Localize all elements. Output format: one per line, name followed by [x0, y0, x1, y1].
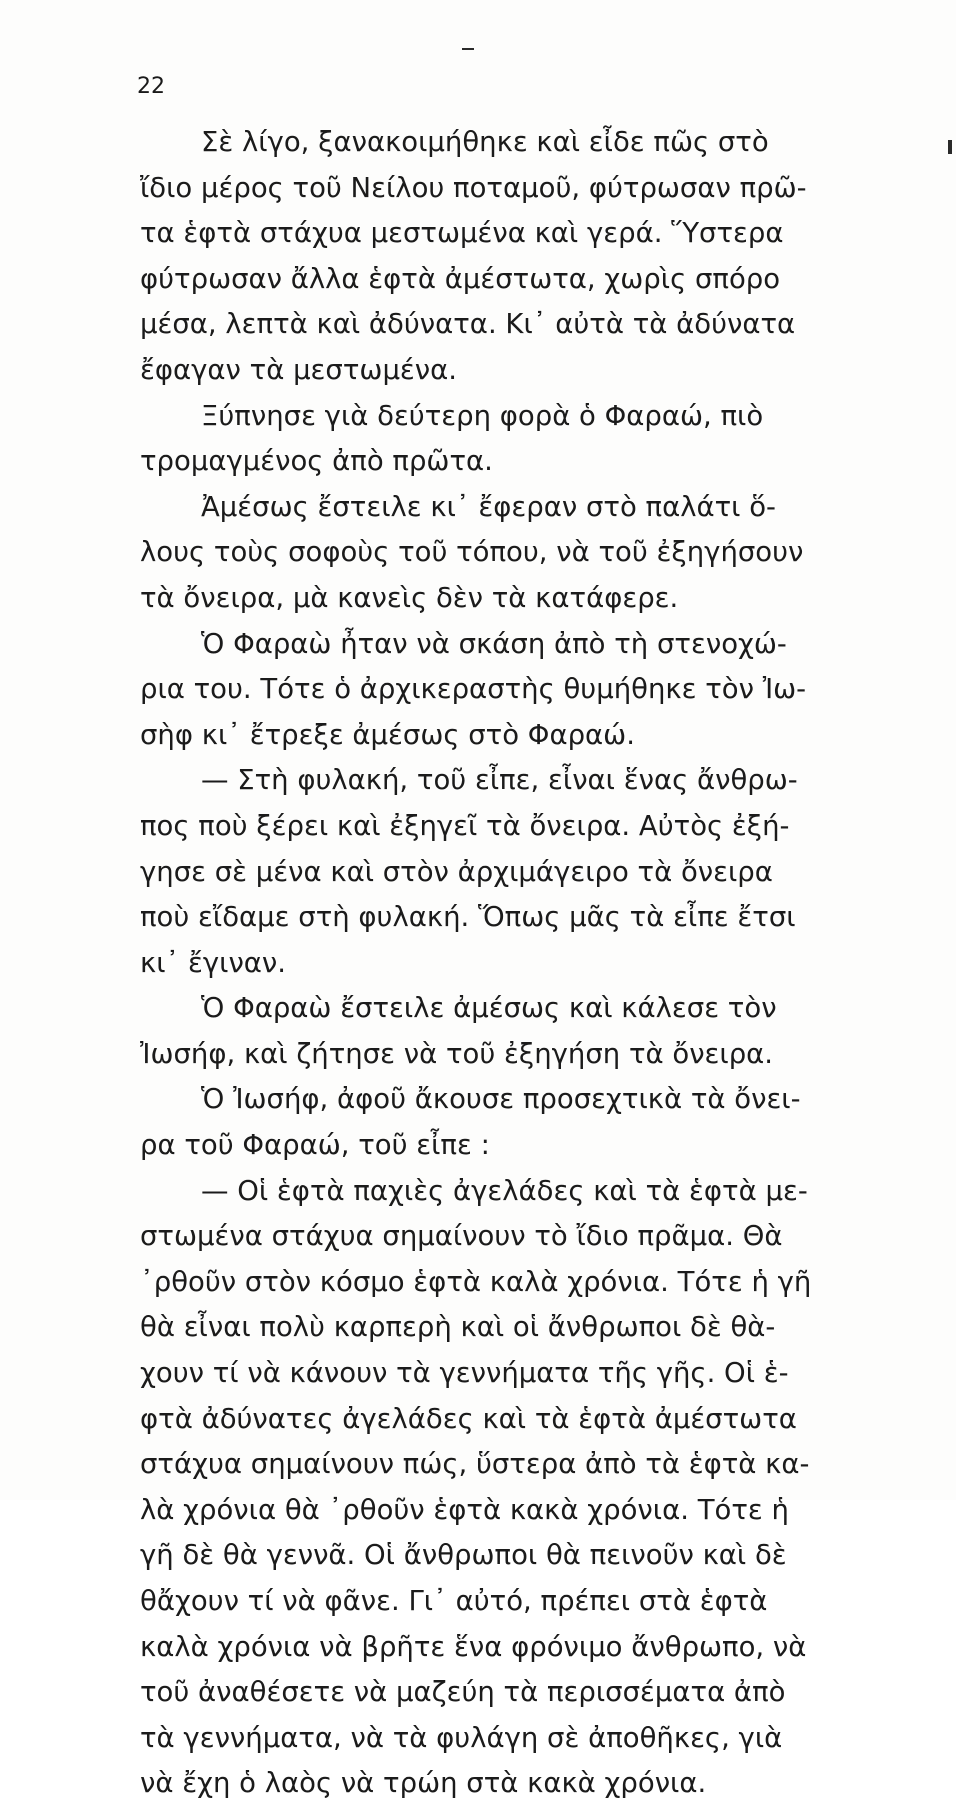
- text-line: στωμένα στάχυα σημαίνουν τὸ ἴδιο πρᾶμα. Θὰ: [140, 1220, 783, 1253]
- text-line: σὴφ κι᾽ ἔτρεξε ἀμέσως στὸ Φαραώ.: [140, 718, 635, 751]
- text-line: ρα τοῦ Φαραώ, τοῦ εἶπε :: [140, 1129, 490, 1162]
- text-line: Ὁ Ἰωσήφ, ἀφοῦ ἄκουσε προσεχτικὰ τὰ ὄνει-: [201, 1083, 801, 1116]
- text-line: τὰ γεννήματα, νὰ τὰ φυλάγη σὲ ἀποθῆκες, γιὰ: [140, 1721, 783, 1754]
- text-line: λους τοὺς σοφοὺς τοῦ τόπου, νὰ τοῦ ἐξηγήσουν: [140, 536, 804, 569]
- text-line: — Στὴ φυλακή, τοῦ εἶπε, εἶναι ἕνας ἄνθρω-: [201, 764, 798, 797]
- text-line: νὰ ἔχη ὁ λαὸς νὰ τρώη στὰ κακὰ χρόνια.: [140, 1767, 707, 1800]
- text-line: Ἀμέσως ἔστειλε κι᾽ ἔφεραν στὸ παλάτι ὅ-: [201, 490, 776, 523]
- text-line: ποὺ εἴδαμε στὴ φυλακή. Ὅπως μᾶς τὰ εἶπε ἔτσι: [140, 901, 796, 934]
- text-line: γῆ δὲ θὰ γεννᾶ. Οἱ ἄνθρωποι θὰ πεινοῦν καὶ δὲ: [140, 1539, 787, 1572]
- top-edge-mark: [462, 48, 474, 50]
- text-line: γησε σὲ μένα καὶ στὸν ἀρχιμάγειρο τὰ ὄνειρα: [140, 855, 773, 888]
- text-line: Ἰωσήφ, καὶ ζήτησε νὰ τοῦ ἐξηγήση τὰ ὄνειρα.: [140, 1037, 774, 1070]
- text-line: φτὰ ἀδύνατες ἀγελάδες καὶ τὰ ἑφτὰ ἀμέστωτα: [140, 1402, 797, 1435]
- right-edge-mark: [948, 140, 952, 154]
- text-line: Ὁ Φαραὼ ἔστειλε ἀμέσως καὶ κάλεσε τὸν: [201, 992, 777, 1025]
- text-line: θὰ εἶναι πολὺ καρπερὴ καὶ οἱ ἄνθρωποι δὲ θὰ-: [140, 1311, 776, 1344]
- text-line: κι᾽ ἔγιναν.: [140, 946, 287, 979]
- text-line: ᾽ρθοῦν στὸν κόσμο ἑφτὰ καλὰ χρόνια. Τότε ἡ γῆ: [140, 1265, 812, 1298]
- text-line: θἄχουν τί νὰ φᾶνε. Γι᾽ αὐτό, πρέπει στὰ ἑφτὰ: [140, 1585, 768, 1617]
- text-line: τὰ ὄνειρα, μὰ κανεὶς δὲν τὰ κατάφερε.: [140, 581, 679, 614]
- text-line: Ξύπνησε γιὰ δεύτερη φορὰ ὁ Φαραώ, πιὸ: [201, 399, 764, 432]
- text-line: στάχυα σημαίνουν πώς, ὕστερα ἀπὸ τὰ ἑφτὰ κα-: [140, 1448, 810, 1481]
- text-line: — Οἱ ἑφτὰ παχιὲς ἀγελάδες καὶ τὰ ἑφτὰ με-: [201, 1174, 808, 1207]
- text-line: μέσα, λεπτὰ καὶ ἀδύνατα. Κι᾽ αὐτὰ τὰ ἀδύνατα: [140, 308, 796, 341]
- page-body-text: [140, 120, 940, 1807]
- text-line: τα ἑφτὰ στάχυα μεστωμένα καὶ γερά. Ὕστερα: [140, 217, 784, 250]
- text-line: τοῦ ἀναθέσετε νὰ μαζεύη τὰ περισσέματα ἀπὸ: [140, 1676, 786, 1709]
- text-line: ἔφαγαν τὰ μεστωμένα.: [140, 353, 458, 386]
- text-line: ρια του. Τότε ὁ ἀρχικεραστὴς θυμήθηκε τὸν Ἰω-: [140, 673, 807, 706]
- text-line: ἴδιο μέρος τοῦ Νείλου ποταμοῦ, φύτρωσαν πρῶ-: [140, 171, 807, 204]
- page-number: 22: [137, 74, 165, 99]
- text-line: Ὁ Φαραὼ ἦταν νὰ σκάση ἀπὸ τὴ στενοχώ-: [201, 627, 787, 660]
- text-line: τρομαγμένος ἀπὸ πρῶτα.: [140, 445, 493, 478]
- text-line: φύτρωσαν ἄλλα ἑφτὰ ἀμέστωτα, χωρὶς σπόρο: [140, 262, 781, 295]
- text-line: λὰ χρόνια θὰ ᾽ρθοῦν ἑφτὰ κακὰ χρόνια. Τότε ἡ: [140, 1493, 789, 1526]
- text-line: πος ποὺ ξέρει καὶ ἐξηγεῖ τὰ ὄνειρα. Αὐτὸς ἐξή-: [140, 809, 790, 842]
- text-line: καλὰ χρόνια νὰ βρῆτε ἕνα φρόνιμο ἄνθρωπο, νὰ: [140, 1630, 807, 1663]
- text-line: Σὲ λίγο, ξανακοιμήθηκε καὶ εἶδε πῶς στὸ: [201, 126, 769, 158]
- text-line: χουν τί νὰ κάνουν τὰ γεννήματα τῆς γῆς. Οἱ ἑ-: [140, 1357, 789, 1390]
